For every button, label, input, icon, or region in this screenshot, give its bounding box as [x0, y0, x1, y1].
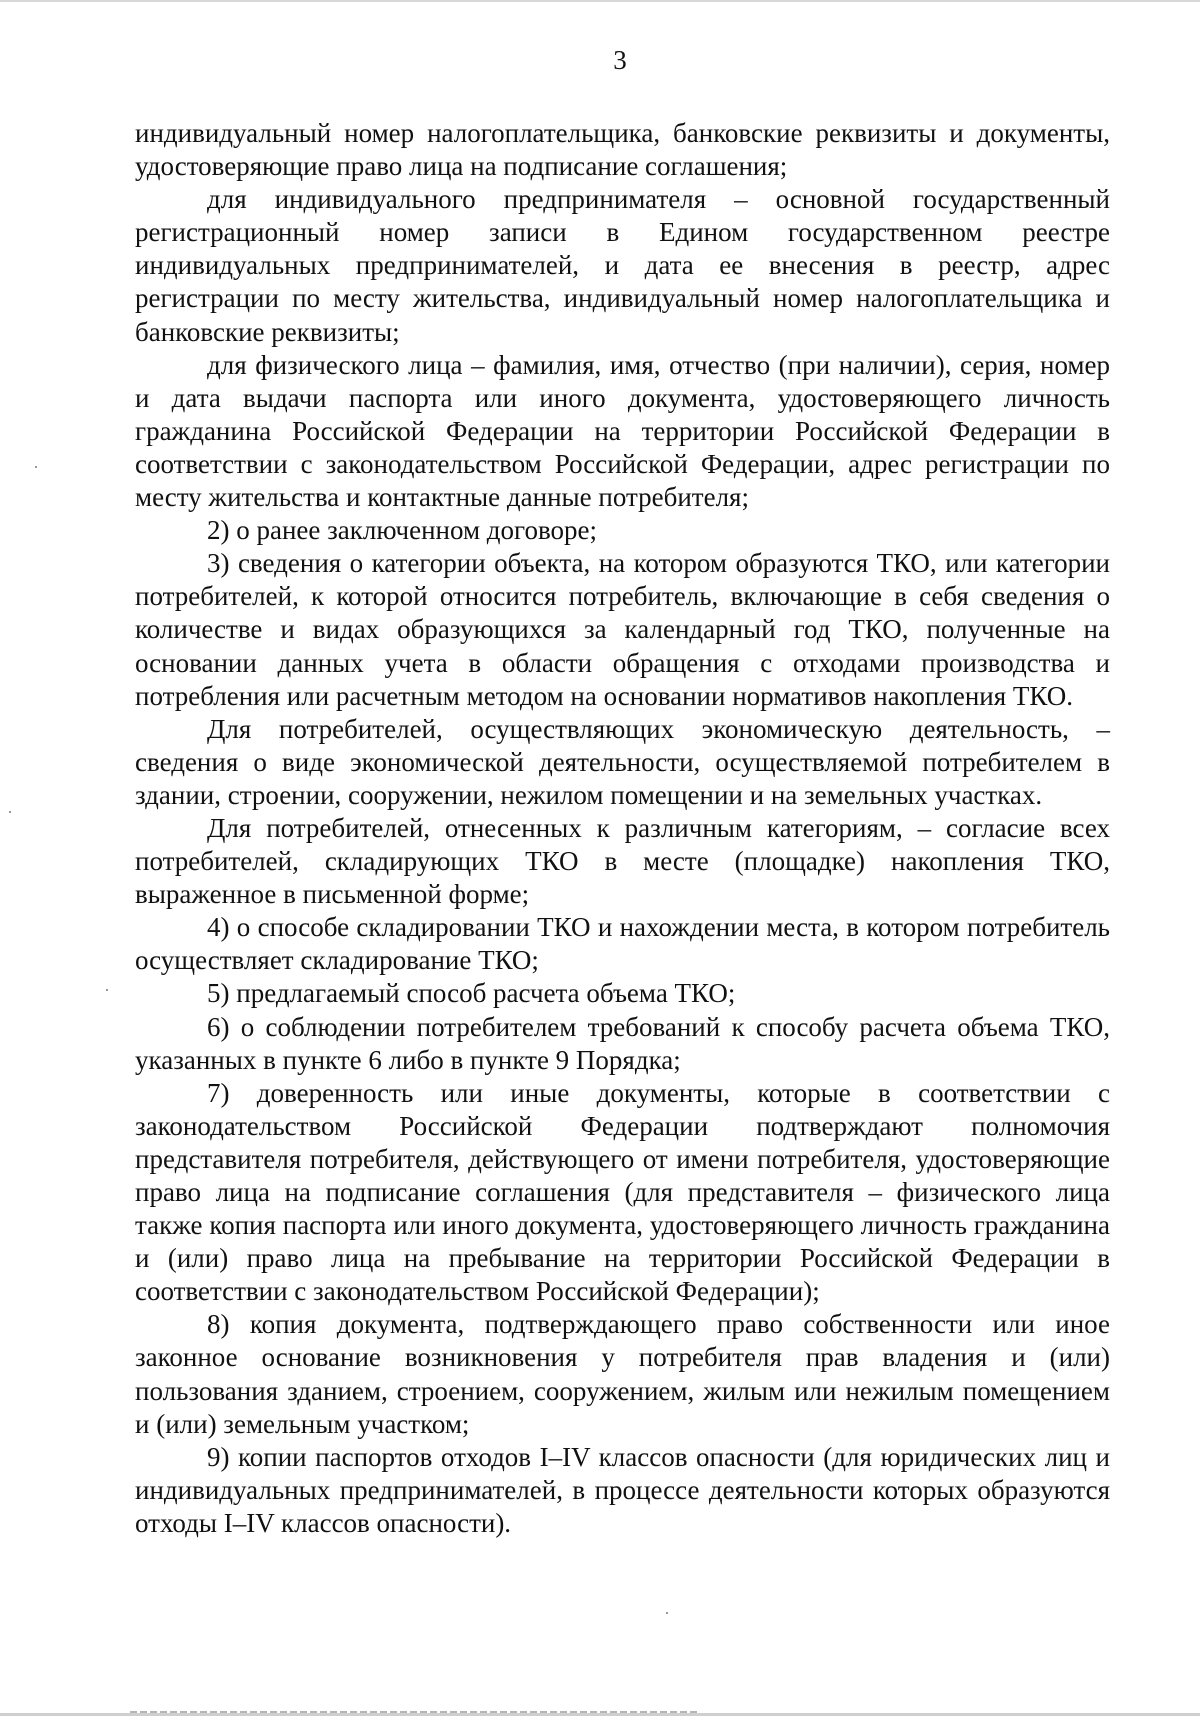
scan-speck — [9, 811, 11, 813]
paragraph-inn-requisites: индивидуальный номер налогоплательщика, банковские реквизиты и документы, удостоверяющие право лица на подписание соглашения; — [135, 118, 1110, 182]
document-body — [135, 117, 1110, 1540]
scan-edge-bottom — [0, 1713, 1200, 1716]
scan-speck — [35, 466, 37, 468]
page-number: 3 — [613, 45, 627, 75]
paragraph-item-7: 7) доверенность или иные документы, которые в соответствии с законодательством Российской Федерации подтверждают полномочия представителя потребителя, действующего от имени потребителя, удостоверяющие право лица на подписание соглашения (для представителя – физического лица также копия паспорта или иного документа, удостоверяющего личность гражданина и (или) право лица на пребывание на территории Российской Федерации в соответствии с законодательством Российской Федерации); — [135, 1077, 1110, 1307]
scan-speck — [666, 1612, 668, 1614]
paragraph-economic-activity: Для потребителей, осуществляющих экономическую деятельность, – сведения о виде экономической деятельности, осуществляемой потребителем в здании, строении, сооружении, нежилом помещении и на земельных участках. — [135, 713, 1110, 810]
paragraph-physical-person: для физического лица – фамилия, имя, отчество (при наличии), серия, номер и дата выдачи паспорта или иного документа, удостоверяющего личность гражданина Российской Федерации на территории Российской Федерации в соответствии с законодательством Российской Федерации, адрес регистрации по месту жительства и контактные данные потребителя; — [135, 349, 1110, 513]
paragraph-item-3: 3) сведения о категории объекта, на котором образуются ТКО, или категории потребителей, к которой относится потребитель, включающие в себя сведения о количестве и видах образующихся за календарный год ТКО, полученные на основании данных учета в области обращения с отходами производства и потребления или расчетным методом на основании нормативов накопления ТКО. — [135, 548, 1110, 711]
paragraph-individual-entrepreneur: для индивидуального предпринимателя – основной государственный регистрационный номер записи в Едином государственном реестре индивидуальных предпринимателей, и дата ее внесения в реестр, адрес регистрации по месту жительства, индивидуальный номер налогоплательщика и банковские реквизиты; — [135, 184, 1110, 347]
scan-edge-top — [0, 0, 1200, 2]
paragraph-various-categories: Для потребителей, отнесенных к различным категориям, – согласие всех потребителей, складирующих ТКО в месте (площадке) накопления ТКО, выраженное в письменной форме; — [135, 812, 1110, 910]
paragraph-item-5: 5) предлагаемый способ расчета объема ТКО; — [207, 978, 736, 1009]
paragraph-item-2: 2) о ранее заключенном договоре; — [207, 515, 597, 546]
paragraph-item-8: 8) копия документа, подтверждающего право собственности или иное законное основание возникновения у потребителя прав владения и (или) пользования зданием, строением, сооружением, жилым или нежилым помещением и (или) земельным участком; — [135, 1309, 1110, 1439]
paragraph-item-9: 9) копии паспортов отходов I–IV классов опасности (для юридических лиц и индивидуальных предпринимателей, в процессе деятельности которых образуются отходы I–IV классов опасности). — [135, 1441, 1110, 1538]
paragraph-item-4: 4) о способе складировании ТКО и нахождении места, в котором потребитель осуществляет складирование ТКО; — [135, 912, 1110, 976]
paragraph-item-6: 6) о соблюдении потребителем требований к способу расчета объема ТКО, указанных в пункте 6 либо в пункте 9 Порядка; — [135, 1011, 1110, 1075]
scan-speck — [106, 989, 108, 991]
